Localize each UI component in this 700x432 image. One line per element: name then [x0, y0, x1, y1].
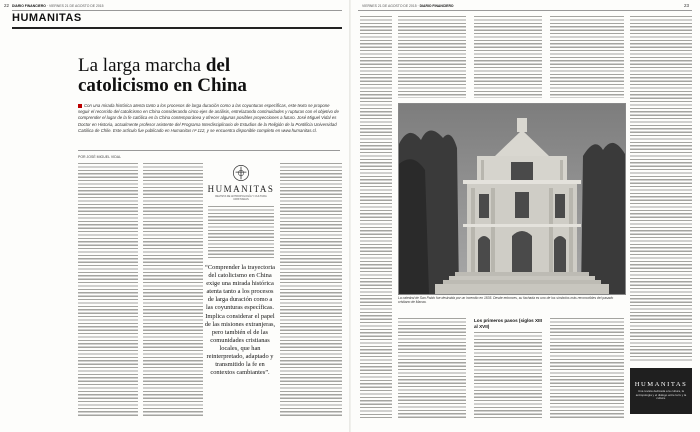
right-page-number: 23	[684, 3, 690, 8]
humanitas-ad[interactable]	[630, 368, 692, 414]
center-fold	[349, 0, 351, 432]
section-tag: HUMANITAS	[12, 12, 82, 24]
headline-bold-2: catolicismo en China	[78, 75, 247, 96]
right-body-column-5	[630, 16, 692, 362]
left-header-rule	[12, 10, 342, 11]
cathedral-photo	[398, 103, 626, 295]
cathedral-facade-illustration	[399, 104, 625, 294]
right-body-column-4-top	[550, 16, 624, 98]
article-byline: POR JOSÉ MIGUEL VIDAL	[78, 155, 122, 159]
left-header-date: VIERNES 21 DE AGOSTO DE 2015	[48, 4, 104, 8]
right-header-publication: DIARIO FINANCIERO	[419, 4, 454, 8]
right-body-column-2-bottom	[398, 318, 466, 418]
logo-name: HUMANITAS	[207, 184, 275, 194]
deck-rule	[78, 150, 340, 151]
body-column-2	[143, 163, 203, 418]
ad-tagline: Una revista dedicada a la cultura, la antropología y el diálogo entre la fe y la cultura.	[635, 389, 687, 401]
right-body-column-3-bottom	[474, 332, 542, 418]
section-rule	[12, 27, 342, 29]
body-column-4	[280, 163, 342, 418]
logo-tagline: REVISTA DE ANTROPOLOGÍA Y CULTURA CRISTIANAS	[215, 195, 267, 202]
body-column-1	[78, 163, 138, 418]
headline-bold-1: del	[205, 55, 231, 76]
left-page-number: 22	[4, 3, 10, 8]
pull-quote: “Comprender la trayectoria del catolicismo en China exige una mirada histórica atenta tanto a los procesos de larga duración como a las coyunturas específicas. Implica considerar el papel de las misiones extranjeras, pero también el de las comunidades cristianas locales, que han reinterpretado, adaptado y transmitido la fe en contextos cambiantes”.	[204, 264, 276, 377]
headline-regular: La larga marcha	[78, 55, 202, 76]
right-body-column-4-bottom	[550, 318, 624, 418]
right-page-header: VIERNES 21 DE AGOSTO DE 2015 · DIARIO FINANCIERO	[362, 4, 454, 8]
ad-name: HUMANITAS	[634, 381, 688, 389]
humanitas-emblem-icon	[232, 164, 250, 182]
right-body-column-1	[360, 16, 392, 418]
humanitas-logo	[206, 164, 276, 201]
right-body-column-2-top	[398, 16, 466, 98]
body-column-3-top	[208, 206, 274, 258]
left-page-header: DIARIO FINANCIERO · VIERNES 21 DE AGOSTO DE 2015	[12, 4, 104, 8]
section-subhead: Los primeros pasos (siglos XIII al XVII)	[474, 318, 542, 329]
left-header-publication: DIARIO FINANCIERO	[12, 4, 46, 8]
photo-caption: La catedral de San Pablo fue destruida por un incendio en 1835. Desde entonces, su fachada es uno de los símbolos más reconocibles del pasado cristiano de Macao.	[398, 296, 614, 305]
right-header-rule	[358, 10, 692, 11]
article-headline	[78, 56, 340, 96]
article-deck: Con una mirada histórica atenta tanto a los procesos de larga duración como a las coyunturas específicas, este texto se propone seguir el recorrido del catolicismo en China considerando cinco ejes de análisis, entrelazando continuidades y rupturas con el objetivo de comprender el lugar de la fe católica en la China contemporánea y ofrecer algunas posibles proyecciones a futuro. José Miguel Vidal es Doctor en Historia, actualmente profesor asistente del Programa Interdisciplinario de Estudios de la Religión de la Pontificia Universidad Católica de Chile. Este artículo fue publicado en Humanitas nº 112, y se encuentra disponible completo en www.humanitas.cl.	[78, 103, 339, 133]
right-body-column-3-top	[474, 16, 542, 98]
right-header-date: VIERNES 21 DE AGOSTO DE 2015	[362, 4, 417, 8]
